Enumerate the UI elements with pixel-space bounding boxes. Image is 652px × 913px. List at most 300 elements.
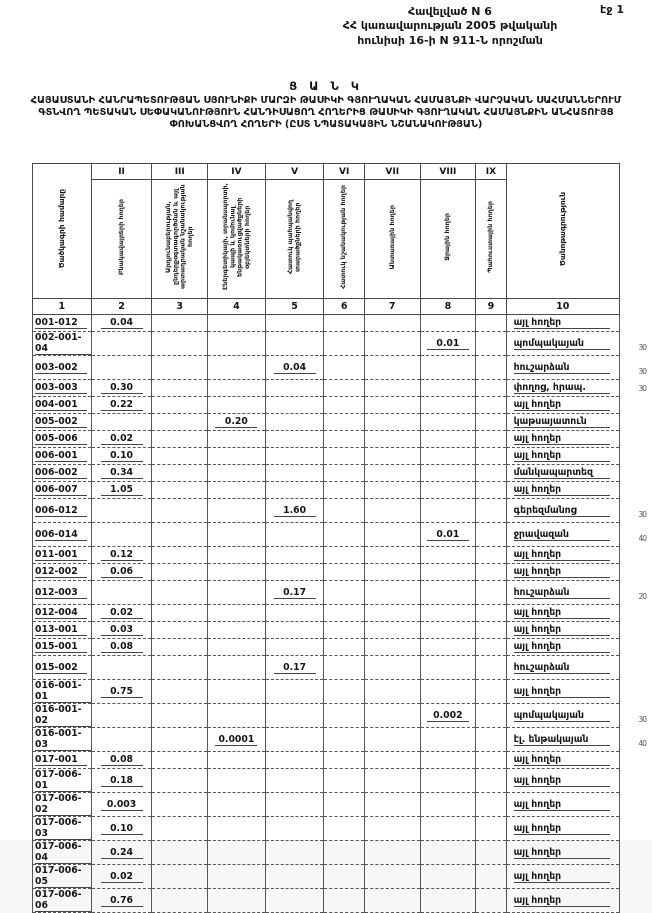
- value-cell-col5: [265, 656, 324, 680]
- value-cell-col5: [265, 414, 324, 431]
- remark-cell: [506, 581, 646, 605]
- value-cell-col6: [324, 315, 364, 332]
- value-cell-col5: [265, 865, 324, 889]
- column-header-6: [324, 180, 364, 299]
- land-code: 017-006-05: [35, 865, 91, 888]
- margin-note: 30: [638, 715, 646, 724]
- value-cell-col3: [152, 639, 208, 656]
- value-cell-col7: [364, 793, 420, 817]
- land-code: 016-001-03: [35, 728, 91, 751]
- value-cell-col9: [476, 639, 506, 656]
- table-row: [33, 397, 620, 414]
- value-cell-col6: [324, 448, 364, 465]
- value-cell-col6: [324, 547, 364, 564]
- area-value: 0.10: [101, 450, 143, 462]
- column-number-1: 1: [33, 299, 92, 315]
- remark-cell: [506, 431, 619, 448]
- value-cell-col9: [476, 581, 506, 605]
- value-cell-col5: [265, 752, 324, 769]
- roman-numeral-V: V: [265, 164, 324, 180]
- value-cell-col6: [324, 752, 364, 769]
- area-value: 0.02: [101, 433, 143, 445]
- table-row: [33, 622, 620, 639]
- area-value: 0.12: [101, 549, 143, 561]
- value-cell-col9: [476, 547, 506, 564]
- value-cell-col2: [91, 793, 152, 817]
- remark-cell: [506, 605, 619, 622]
- column-header-1: [33, 164, 92, 299]
- table-body: [33, 315, 646, 913]
- value-cell-col7: [364, 397, 420, 414]
- remark-cell: [506, 448, 619, 465]
- value-cell-col6: [324, 889, 364, 913]
- value-cell-col7: [364, 704, 420, 728]
- remark-cell: [506, 380, 646, 397]
- remark-cell: [506, 639, 619, 656]
- land-code: 017-006-04: [35, 841, 91, 864]
- code-cell: [33, 482, 92, 499]
- value-cell-col5: [265, 380, 324, 397]
- land-code: 001-012: [35, 317, 87, 329]
- remark-text: պոմպակայան: [514, 710, 610, 722]
- remark-text: այլ հողեր: [514, 317, 610, 329]
- value-cell-col5: [265, 605, 324, 622]
- value-cell-col2: [91, 581, 152, 605]
- value-cell-col5: [265, 793, 324, 817]
- value-cell-col2: [91, 315, 152, 332]
- area-value: 0.002: [427, 710, 469, 722]
- land-code: 006-002: [35, 467, 87, 479]
- remark-cell: [506, 728, 646, 752]
- table-row: [33, 315, 620, 332]
- margin-note: 30: [638, 367, 646, 376]
- value-cell-col9: [476, 605, 506, 622]
- value-cell-col4: [208, 889, 266, 913]
- remark-cell: [506, 465, 619, 482]
- value-cell-col8: [420, 581, 476, 605]
- table-row: [33, 581, 620, 605]
- margin-note: 40: [638, 534, 646, 543]
- margin-note: 40: [638, 739, 646, 748]
- remark-cell: [506, 656, 619, 680]
- value-cell-col3: [152, 605, 208, 622]
- land-code: 006-014: [35, 529, 87, 541]
- column-header-label: Բնակավայրերի հողեր: [116, 198, 125, 276]
- column-number-3: 3: [152, 299, 208, 315]
- value-cell-col9: [476, 769, 506, 793]
- value-cell-col6: [324, 656, 364, 680]
- remark-text: մանկապարտեզ: [514, 467, 610, 479]
- table-row: [33, 564, 620, 581]
- column-number-10: 10: [506, 299, 619, 315]
- table-row: [33, 414, 620, 431]
- table-row: [33, 605, 620, 622]
- value-cell-col8: [420, 605, 476, 622]
- remark-cell: [506, 889, 619, 913]
- column-number-5: 5: [265, 299, 324, 315]
- value-cell-col9: [476, 728, 506, 752]
- value-cell-col2: [91, 482, 152, 499]
- code-cell: [33, 639, 92, 656]
- value-cell-col3: [152, 465, 208, 482]
- value-cell-col5: [265, 680, 324, 704]
- value-cell-col9: [476, 680, 506, 704]
- area-value: 0.75: [101, 686, 143, 698]
- column-header-label: Արդյունաբերության, ընդերքօգտագործման և այլ արտադրական նշանակության հողեր: [164, 184, 195, 290]
- table-row: [33, 499, 620, 523]
- code-cell: [33, 397, 92, 414]
- value-cell-col8: [420, 523, 476, 547]
- value-cell-col4: [208, 397, 266, 414]
- area-value: 0.10: [101, 823, 143, 835]
- area-value: 0.04: [101, 317, 143, 329]
- value-cell-col9: [476, 704, 506, 728]
- value-cell-col4: [208, 482, 266, 499]
- margin-note: 30: [638, 510, 646, 519]
- value-cell-col9: [476, 380, 506, 397]
- value-cell-col4: [208, 465, 266, 482]
- land-code: 016-001-02: [35, 704, 91, 727]
- land-code: 017-006-02: [35, 793, 91, 816]
- value-cell-col8: [420, 817, 476, 841]
- area-value: 0.03: [101, 624, 143, 636]
- value-cell-col2: [91, 380, 152, 397]
- remark-cell: [506, 523, 646, 547]
- area-value: 0.0001: [215, 734, 257, 746]
- value-cell-col8: [420, 889, 476, 913]
- area-value: 0.76: [101, 895, 143, 907]
- column-header-4: [208, 180, 266, 299]
- value-cell-col6: [324, 639, 364, 656]
- value-cell-col2: [91, 728, 152, 752]
- column-header-5: [265, 180, 324, 299]
- value-cell-col8: [420, 728, 476, 752]
- land-code: 011-001: [35, 549, 87, 561]
- value-cell-col6: [324, 728, 364, 752]
- value-cell-col6: [324, 380, 364, 397]
- value-cell-col7: [364, 728, 420, 752]
- value-cell-col7: [364, 499, 420, 523]
- remark-text: ջրավազան: [514, 529, 610, 541]
- remark-text: այլ հողեր: [514, 450, 610, 462]
- value-cell-col5: [265, 397, 324, 414]
- table-row: [33, 704, 620, 728]
- area-value: 0.24: [101, 847, 143, 859]
- column-header-10: [506, 164, 619, 299]
- land-code: 004-001: [35, 399, 87, 411]
- value-cell-col6: [324, 465, 364, 482]
- table-row: [33, 865, 620, 889]
- code-cell: [33, 728, 92, 752]
- land-code: 015-001: [35, 641, 87, 653]
- value-cell-col7: [364, 414, 420, 431]
- remark-text: այլ հողեր: [514, 399, 610, 411]
- land-transfer-table: [32, 163, 646, 913]
- remark-cell: [506, 482, 619, 499]
- code-cell: [33, 680, 92, 704]
- value-cell-col7: [364, 332, 420, 356]
- value-cell-col7: [364, 380, 420, 397]
- value-cell-col8: [420, 656, 476, 680]
- value-cell-col5: [265, 728, 324, 752]
- value-cell-col5: [265, 547, 324, 564]
- value-cell-col8: [420, 356, 476, 380]
- column-header-3: [152, 180, 208, 299]
- value-cell-col6: [324, 704, 364, 728]
- value-cell-col4: [208, 865, 266, 889]
- remark-cell: [506, 564, 619, 581]
- value-cell-col3: [152, 728, 208, 752]
- value-cell-col5: [265, 564, 324, 581]
- value-cell-col8: [420, 865, 476, 889]
- value-cell-col4: [208, 639, 266, 656]
- value-cell-col3: [152, 431, 208, 448]
- appendix-line-3: հունիսի 16-ի N 911-Ն որոշման: [357, 33, 543, 47]
- code-cell: [33, 865, 92, 889]
- land-code: 012-003: [35, 587, 87, 599]
- code-cell: [33, 315, 92, 332]
- remark-cell: [506, 499, 646, 523]
- code-cell: [33, 793, 92, 817]
- code-cell: [33, 769, 92, 793]
- value-cell-col6: [324, 564, 364, 581]
- area-value: 0.18: [101, 775, 143, 787]
- value-cell-col9: [476, 523, 506, 547]
- value-cell-col6: [324, 332, 364, 356]
- area-value: 0.34: [101, 467, 143, 479]
- land-code: 005-006: [35, 433, 87, 445]
- code-cell: [33, 380, 92, 397]
- column-header-label: Ծանոթագրություն: [557, 192, 567, 266]
- value-cell-col8: [420, 547, 476, 564]
- remark-text: էլ. ենթակայան: [514, 734, 610, 746]
- value-cell-col9: [476, 865, 506, 889]
- value-cell-col2: [91, 656, 152, 680]
- value-cell-col9: [476, 465, 506, 482]
- value-cell-col7: [364, 680, 420, 704]
- remark-text: այլ հողեր: [514, 484, 610, 496]
- value-cell-col9: [476, 482, 506, 499]
- code-cell: [33, 414, 92, 431]
- column-header-8: [420, 180, 476, 299]
- margin-note: 30: [638, 384, 646, 393]
- table-row: [33, 889, 620, 913]
- value-cell-col3: [152, 752, 208, 769]
- value-cell-col8: [420, 793, 476, 817]
- document-title: Ց Ա Ն Կ: [289, 79, 363, 93]
- area-value: 0.08: [101, 754, 143, 766]
- land-code: 017-006-03: [35, 817, 91, 840]
- value-cell-col7: [364, 769, 420, 793]
- land-code: 006-007: [35, 484, 87, 496]
- value-cell-col7: [364, 656, 420, 680]
- value-cell-col4: [208, 523, 266, 547]
- value-cell-col9: [476, 448, 506, 465]
- code-cell: [33, 431, 92, 448]
- remark-text: հուշարձան: [514, 662, 610, 674]
- remark-text: այլ հողեր: [514, 607, 610, 619]
- table-row: [33, 523, 620, 547]
- value-cell-col4: [208, 752, 266, 769]
- value-cell-col7: [364, 889, 420, 913]
- land-code: 017-001: [35, 754, 87, 766]
- remark-cell: [506, 315, 619, 332]
- value-cell-col4: [208, 704, 266, 728]
- code-cell: [33, 523, 92, 547]
- remark-text: այլ հողեր: [514, 895, 610, 907]
- value-cell-col9: [476, 356, 506, 380]
- area-value: 1.05: [101, 484, 143, 496]
- remark-cell: [506, 793, 619, 817]
- remark-text: այլ հողեր: [514, 641, 610, 653]
- value-cell-col5: [265, 356, 324, 380]
- value-cell-col2: [91, 523, 152, 547]
- value-cell-col3: [152, 380, 208, 397]
- area-value: 0.06: [101, 566, 143, 578]
- value-cell-col9: [476, 622, 506, 639]
- value-cell-col4: [208, 769, 266, 793]
- remark-text: այլ հողեր: [514, 549, 610, 561]
- value-cell-col4: [208, 547, 266, 564]
- remark-text: այլ հողեր: [514, 799, 610, 811]
- value-cell-col4: [208, 356, 266, 380]
- table-header: [33, 164, 620, 315]
- land-code: 017-006-06: [35, 889, 91, 912]
- remark-cell: [506, 356, 646, 380]
- remark-text: հուշարձան: [514, 587, 610, 599]
- value-cell-col2: [91, 889, 152, 913]
- remark-text: կաթսայատուն: [514, 416, 610, 428]
- code-cell: [33, 581, 92, 605]
- value-cell-col5: [265, 581, 324, 605]
- value-cell-col2: [91, 817, 152, 841]
- value-cell-col9: [476, 315, 506, 332]
- appendix-header: [250, 5, 650, 48]
- margin-note: 30: [638, 343, 646, 352]
- value-cell-col2: [91, 680, 152, 704]
- roman-numeral-VII: VII: [364, 164, 420, 180]
- value-cell-col7: [364, 752, 420, 769]
- land-code: 015-002: [35, 662, 87, 674]
- remark-text: այլ հողեր: [514, 624, 610, 636]
- value-cell-col3: [152, 622, 208, 639]
- remark-cell: [506, 817, 619, 841]
- code-cell: [33, 817, 92, 841]
- value-cell-col4: [208, 656, 266, 680]
- value-cell-col3: [152, 523, 208, 547]
- value-cell-col4: [208, 499, 266, 523]
- value-cell-col9: [476, 793, 506, 817]
- value-cell-col6: [324, 793, 364, 817]
- document-subtitle: ՀԱՅԱՍՏԱՆԻ ՀԱՆՐԱՊԵՏՈՒԹՅԱՆ ՍՅՈՒՆԻՔԻ ՄԱՐԶԻ ԹԱՍԻԿԻ ԳՅՈՒՂԱԿԱՆ ՀԱՄԱՅՆՔԻ ՎԱՐՉԱԿԱՆ ՍԱՀՄԱՆՆԵՐՈՒՄ ԳՏՆՎՈՂ ՊԵՏԱԿԱՆ ՍԵՓԱԿԱՆՈՒԹՅՈՒՆ ՀԱՆԴԻՍԱՑՈՂ ՀՈՂԵՐԻՑ ԹԱՍԻԿԻ ԳՅՈՒՂԱԿԱՆ ՀԱՄԱՅՆՔԻՆ ԱՆՀԱՏՈՒՅՑ ՓՈԽԱՆՑՎՈՂ ՀՈՂԵՐԻ (ԸՍՏ ՆՊԱՏԱԿԱՅԻՆ ՆՇԱՆԱԿՈՒԹՅԱՆ): [30, 95, 622, 130]
- roman-numeral-III: III: [152, 164, 208, 180]
- value-cell-col6: [324, 356, 364, 380]
- value-cell-col6: [324, 865, 364, 889]
- table-row: [33, 356, 620, 380]
- table-row: [33, 769, 620, 793]
- value-cell-col5: [265, 431, 324, 448]
- table-row: [33, 841, 620, 865]
- table-row: [33, 793, 620, 817]
- area-value: 0.20: [215, 416, 257, 428]
- column-header-label: Հատուկ պահպանվող տարածքների հողեր: [286, 199, 302, 275]
- value-cell-col5: [265, 315, 324, 332]
- area-value: 0.22: [101, 399, 143, 411]
- table-row: [33, 656, 620, 680]
- value-cell-col4: [208, 414, 266, 431]
- remark-text: այլ հողեր: [514, 566, 610, 578]
- value-cell-col3: [152, 547, 208, 564]
- column-header-label: Ծածկագրի համարը: [56, 189, 66, 269]
- land-code: 013-001: [35, 624, 87, 636]
- value-cell-col7: [364, 547, 420, 564]
- remark-text: այլ հողեր: [514, 686, 610, 698]
- value-cell-col7: [364, 465, 420, 482]
- value-cell-col9: [476, 431, 506, 448]
- land-code: 003-002: [35, 362, 87, 374]
- area-value: 0.01: [427, 529, 469, 541]
- code-cell: [33, 499, 92, 523]
- value-cell-col8: [420, 414, 476, 431]
- value-cell-col2: [91, 841, 152, 865]
- area-value: 0.17: [274, 662, 316, 674]
- value-cell-col2: [91, 605, 152, 622]
- value-cell-col4: [208, 581, 266, 605]
- area-value: 0.17: [274, 587, 316, 599]
- column-header-9: [476, 180, 506, 299]
- value-cell-col2: [91, 332, 152, 356]
- value-cell-col8: [420, 431, 476, 448]
- land-code: 012-004: [35, 607, 87, 619]
- land-code: 005-002: [35, 416, 87, 428]
- page-number: էջ 1: [600, 3, 624, 16]
- value-cell-col7: [364, 639, 420, 656]
- value-cell-col5: [265, 523, 324, 547]
- table-row: [33, 448, 620, 465]
- value-cell-col3: [152, 482, 208, 499]
- value-cell-col8: [420, 315, 476, 332]
- value-cell-col4: [208, 841, 266, 865]
- code-cell: [33, 622, 92, 639]
- code-cell: [33, 547, 92, 564]
- column-number-8: 8: [420, 299, 476, 315]
- value-cell-col6: [324, 581, 364, 605]
- roman-numeral-IV: IV: [208, 164, 266, 180]
- code-cell: [33, 841, 92, 865]
- value-cell-col7: [364, 581, 420, 605]
- remark-cell: [506, 680, 619, 704]
- value-cell-col3: [152, 680, 208, 704]
- value-cell-col8: [420, 397, 476, 414]
- value-cell-col3: [152, 356, 208, 380]
- value-cell-col5: [265, 482, 324, 499]
- land-code: 017-006-01: [35, 769, 91, 792]
- value-cell-col7: [364, 865, 420, 889]
- remark-text: հուշարձան: [514, 362, 610, 374]
- value-cell-col6: [324, 397, 364, 414]
- code-cell: [33, 889, 92, 913]
- land-code: 012-002: [35, 566, 87, 578]
- value-cell-col5: [265, 889, 324, 913]
- value-cell-col2: [91, 465, 152, 482]
- area-value: 0.02: [101, 871, 143, 883]
- value-cell-col9: [476, 752, 506, 769]
- value-cell-col2: [91, 431, 152, 448]
- column-number-6: 6: [324, 299, 364, 315]
- remark-cell: [506, 769, 619, 793]
- value-cell-col4: [208, 817, 266, 841]
- code-cell: [33, 605, 92, 622]
